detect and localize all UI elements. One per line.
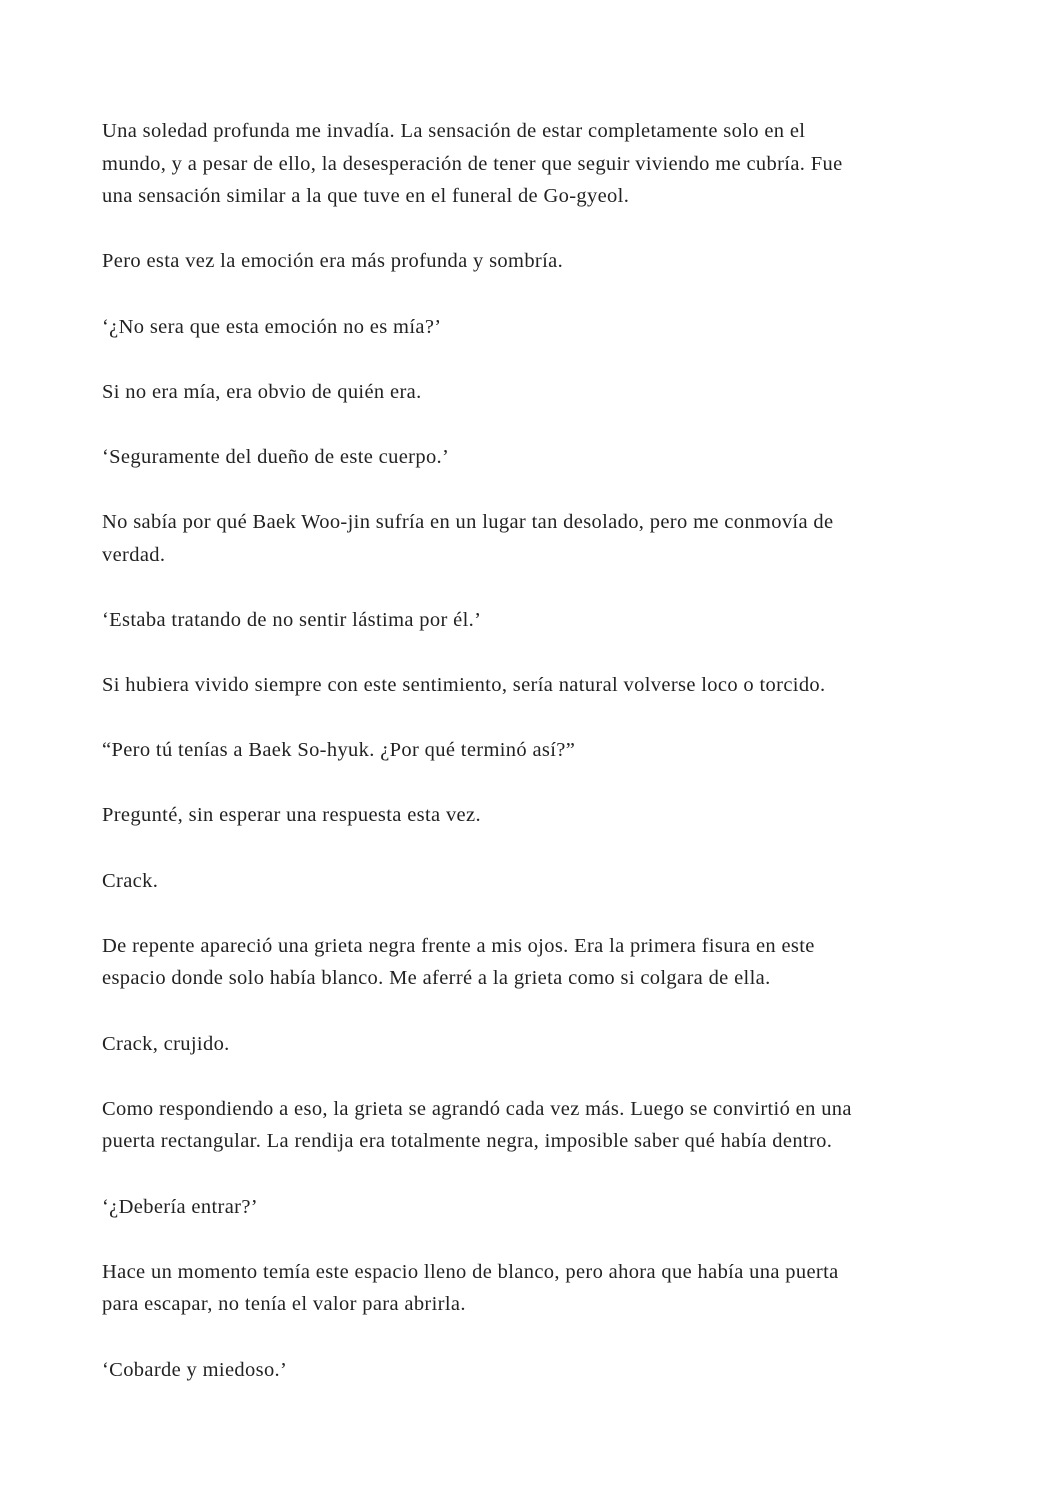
- text-line: Crack, crujido.: [102, 1032, 230, 1055]
- text-line: mundo, y a pesar de ello, la desesperación de tener que seguir viviendo me cubría. Fue: [102, 152, 843, 175]
- paragraph: [102, 441, 942, 474]
- text-line: Si hubiera vivido siempre con este sentimiento, sería natural volverse loco o torcido.: [102, 674, 826, 697]
- paragraph: [102, 604, 942, 637]
- text-line: ‘Cobarde y miedoso.’: [102, 1358, 288, 1381]
- text-line: ‘¿No sera que esta emoción no es mía?’: [102, 315, 442, 338]
- text-line: Una soledad profunda me invadía. La sensación de estar completamente solo en el: [102, 120, 806, 142]
- text-line: ‘Seguramente del dueño de este cuerpo.’: [102, 445, 450, 468]
- paragraph: [102, 376, 942, 409]
- text-line: Crack.: [102, 869, 159, 892]
- text-line: “Pero tú tenías a Baek So-hyuk. ¿Por qué terminó así?”: [102, 739, 576, 762]
- paragraph: [102, 734, 942, 767]
- text-line: para escapar, no tenía el valor para abrirla.: [102, 1293, 466, 1316]
- paragraph: [102, 506, 942, 571]
- text-line: Pero esta vez la emoción era más profunda y sombría.: [102, 250, 564, 273]
- text-line: puerta rectangular. La rendija era totalmente negra, imposible saber qué había dentro.: [102, 1130, 833, 1153]
- text-line: espacio donde solo había blanco. Me aferré a la grieta como si colgara de ella.: [102, 967, 771, 990]
- paragraph: [102, 799, 942, 832]
- paragraph: [102, 1093, 942, 1158]
- paragraph: [102, 1028, 942, 1061]
- paragraph: [102, 669, 942, 702]
- text-line: Pregunté, sin esperar una respuesta esta vez.: [102, 804, 481, 827]
- text-line: No sabía por qué Baek Woo-jin sufría en un lugar tan desolado, pero me conmovía de: [102, 511, 834, 534]
- text-line: ‘Estaba tratando de no sentir lástima por él.’: [102, 608, 482, 631]
- paragraph: [102, 245, 942, 278]
- document-page: [102, 115, 942, 1419]
- text-line: De repente apareció una grieta negra frente a mis ojos. Era la primera fisura en este: [102, 934, 815, 957]
- paragraph: [102, 865, 942, 898]
- text-line: una sensación similar a la que tuve en el funeral de Go-gyeol.: [102, 185, 630, 208]
- paragraph: [102, 1256, 942, 1321]
- paragraph: [102, 311, 942, 344]
- text-line: Hace un momento temía este espacio lleno de blanco, pero ahora que había una puerta: [102, 1260, 839, 1283]
- paragraph: [102, 115, 942, 213]
- text-line: verdad.: [102, 543, 166, 566]
- paragraph: [102, 1191, 942, 1224]
- paragraph: [102, 1354, 942, 1387]
- text-line: Si no era mía, era obvio de quién era.: [102, 380, 422, 403]
- text-line: Como respondiendo a eso, la grieta se agrandó cada vez más. Luego se convirtió en una: [102, 1097, 852, 1120]
- paragraph: [102, 930, 942, 995]
- text-line: ‘¿Debería entrar?’: [102, 1195, 258, 1218]
